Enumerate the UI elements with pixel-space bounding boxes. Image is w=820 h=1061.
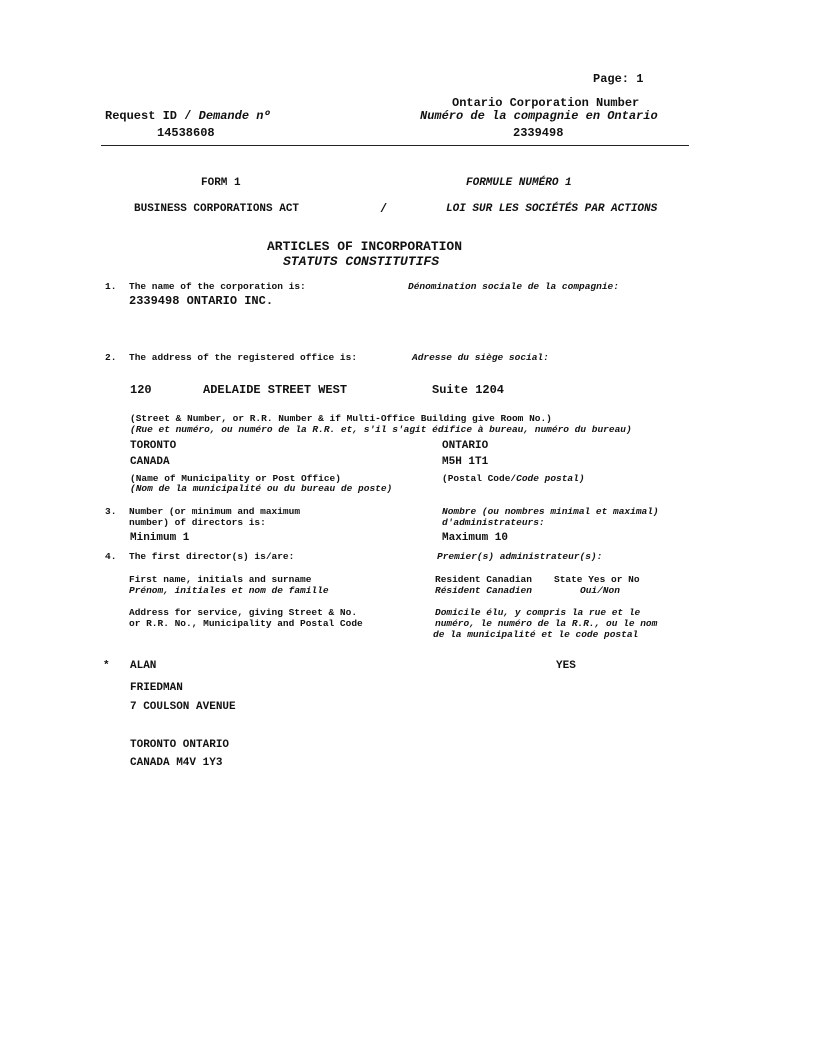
corp-number: 2339498	[513, 126, 564, 140]
request-id: 14538608	[157, 126, 215, 140]
section3-label-en-1: Number (or minimum and maximum	[129, 506, 301, 517]
street-name: ADELAIDE STREET WEST	[203, 383, 348, 397]
director-street: 7 COULSON AVENUE	[130, 701, 236, 713]
act-slash: /	[380, 202, 388, 216]
form-number-en: FORM 1	[201, 177, 241, 189]
resident-label-en: Resident Canadian	[435, 574, 532, 585]
section2-number: 2.	[105, 352, 117, 363]
service-address-hint-fr-3: de la municipalité et le code postal	[433, 629, 639, 640]
section2-label-en: The address of the registered office is:	[129, 352, 358, 363]
page-number: Page: 1	[593, 72, 644, 86]
service-address-hint-en-2: or R.R. No., Municipality and Postal Code	[129, 618, 363, 629]
section3-label-fr-1: Nombre (ou nombres minimal et maximal)	[442, 506, 659, 517]
name-hint-fr: Prénom, initiales et nom de famille	[129, 585, 329, 596]
postal-hint	[442, 473, 585, 484]
service-address-hint-fr-1: Domicile élu, y compris la rue et le	[435, 607, 641, 618]
address-hint-en: (Street & Number, or R.R. Number & if Multi-Office Building give Room No.)	[130, 413, 552, 424]
resident-label-fr: Résident Canadien	[435, 585, 532, 596]
director-first-name: ALAN	[130, 660, 157, 672]
municipality-hint-fr: (Nom de la municipalité ou du bureau de poste)	[130, 483, 393, 494]
section3-number: 3.	[105, 506, 117, 517]
name-hint-en: First name, initials and surname	[129, 574, 312, 585]
province: ONTARIO	[442, 440, 489, 452]
document-title-en: ARTICLES OF INCORPORATION	[267, 239, 463, 254]
director-marker: *	[103, 660, 110, 672]
corporation-name: 2339498 ONTARIO INC.	[129, 294, 274, 308]
municipality-hint-en: (Name of Municipality or Post Office)	[130, 473, 341, 484]
corp-number-label-fr: Numéro de la compagnie en Ontario	[420, 109, 658, 123]
directors-maximum: Maximum 10	[442, 532, 509, 544]
postal-hint-en: (Postal Code/	[442, 473, 517, 484]
section3-label-fr-2: d'administrateurs:	[442, 517, 545, 528]
state-label-en: State Yes or No	[554, 574, 640, 585]
act-name-fr: LOI SUR LES SOCIÉTÉS PAR ACTIONS	[446, 203, 658, 215]
act-name-en: BUSINESS CORPORATIONS ACT	[134, 203, 300, 215]
section1-label-fr: Dénomination sociale de la compagnie:	[408, 281, 619, 292]
postal-code: M5H 1T1	[442, 456, 489, 468]
section4-label-fr: Premier(s) administrateur(s):	[437, 551, 603, 562]
office-country: CANADA	[130, 456, 170, 468]
directors-minimum: Minimum 1	[130, 532, 190, 544]
municipality: TORONTO	[130, 440, 177, 452]
postal-hint-fr: Code postal)	[516, 473, 585, 484]
request-label	[105, 109, 271, 123]
section2-label-fr: Adresse du siège social:	[412, 352, 549, 363]
corp-number-label-en: Ontario Corporation Number	[452, 96, 640, 110]
section1-number: 1.	[105, 281, 117, 292]
director-surname: FRIEDMAN	[130, 682, 183, 694]
street-number: 120	[130, 383, 152, 397]
section4-label-en: The first director(s) is/are:	[129, 551, 295, 562]
state-label-fr: Oui/Non	[580, 585, 620, 596]
director-city: TORONTO ONTARIO	[130, 739, 230, 751]
service-address-hint-en-1: Address for service, giving Street & No.	[129, 607, 358, 618]
request-label-fr: Demande nº	[198, 109, 271, 123]
request-label-en: Request ID /	[105, 109, 192, 123]
director-resident-status: YES	[556, 660, 576, 672]
director-country-postal: CANADA M4V 1Y3	[130, 757, 223, 769]
section1-label-en: The name of the corporation is:	[129, 281, 306, 292]
section3-label-en-2: number) of directors is:	[129, 517, 266, 528]
address-hint-fr: (Rue et numéro, ou numéro de la R.R. et, s'il s'agit édifice à bureau, numéro du bureau)	[130, 424, 632, 435]
form-number-fr: FORMULE NUMÉRO 1	[466, 177, 572, 189]
suite: Suite 1204	[432, 383, 505, 397]
service-address-hint-fr-2: numéro, le numéro de la R.R., ou le nom	[435, 618, 658, 629]
header-divider	[101, 145, 689, 146]
document-title-fr: STATUTS CONSTITUTIFS	[283, 254, 440, 269]
section4-number: 4.	[105, 551, 117, 562]
